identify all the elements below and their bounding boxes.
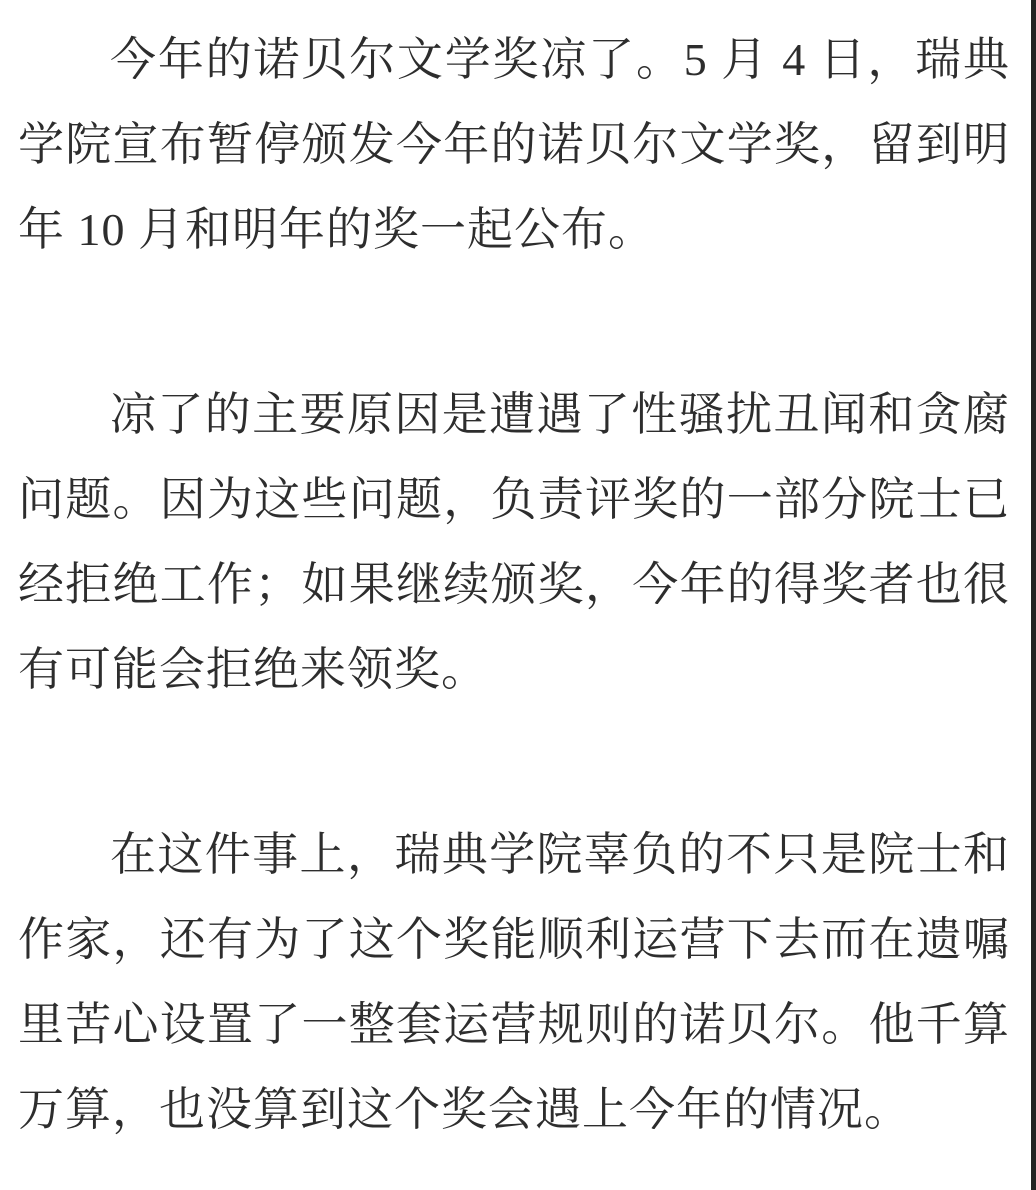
paragraph-3: 在这件事上，瑞典学院辜负的不只是院士和作家，还有为了这个奖能顺利运营下去而在遗嘱里苦心设置了一整套运营规则的诺贝尔。他千算万算，也没算到这个奖会遇上今年的情况。 [18, 829, 1010, 1135]
paragraph-2: 凉了的主要原因是遭遇了性骚扰丑闻和贪腐问题。因为这些问题，负责评奖的一部分院士已经拒绝工作；如果继续颁奖，今年的得奖者也很有可能会拒绝来领奖。 [18, 389, 1010, 695]
right-edge-strip [1031, 0, 1036, 1190]
paragraph-1: 今年的诺贝尔文学奖凉了。5 月 4 日，瑞典学院宣布暂停颁发今年的诺贝尔文学奖，留到明年 10 月和明年的奖一起公布。 [18, 34, 1010, 255]
article-body [18, 17, 1010, 1152]
